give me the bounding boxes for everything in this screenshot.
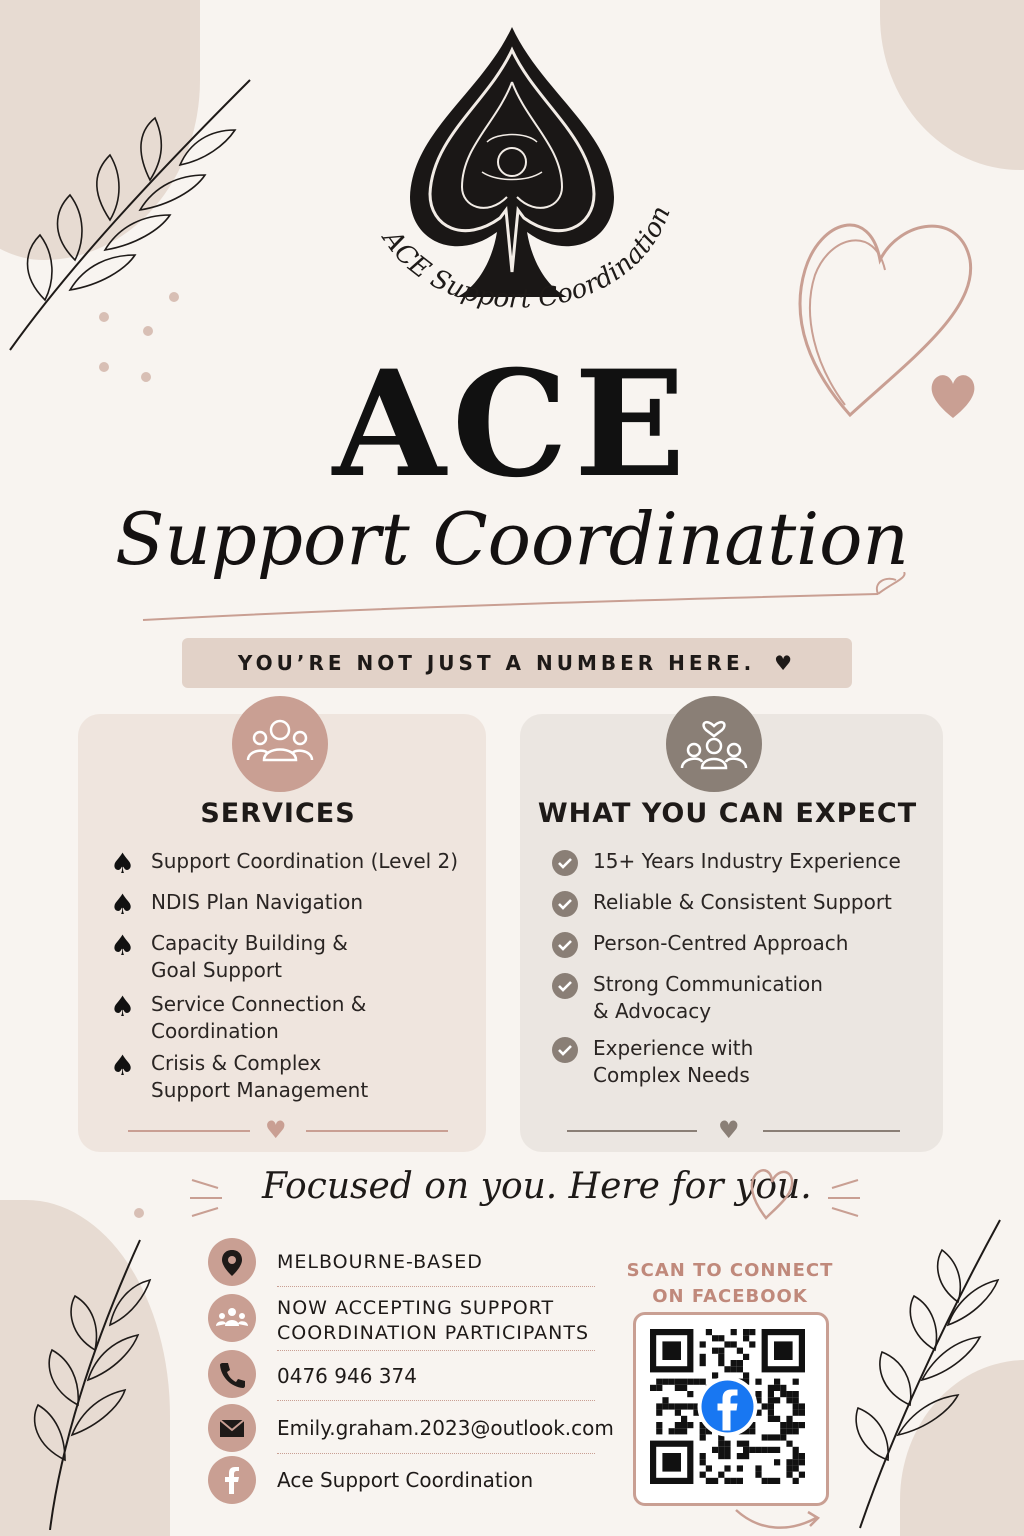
people-group-icon [232, 696, 328, 792]
contact-separator [277, 1453, 595, 1454]
list-item: Complex Needs [593, 1063, 750, 1087]
tagline-heart-icon: ♥ [774, 651, 797, 675]
contact-accepting-line1: NOW ACCEPTING SUPPORT [277, 1297, 555, 1319]
slogan-text: Focused on you. Here for you. [262, 1166, 812, 1207]
list-item: Support Management [151, 1078, 369, 1102]
services-divider-left [128, 1130, 250, 1132]
contact-phone[interactable]: 0476 946 374 [277, 1364, 417, 1388]
tagline [182, 638, 852, 688]
check-circle-icon [552, 973, 578, 1003]
spade-bullet-icon: ♠ [110, 847, 136, 880]
check-circle-icon [552, 1037, 578, 1067]
phone-icon [208, 1350, 256, 1398]
contact-separator [277, 1350, 595, 1351]
expect-divider-right [763, 1130, 900, 1132]
facebook-icon [208, 1456, 256, 1504]
qr-label-line2: ON FACEBOOK [652, 1286, 808, 1307]
slogan-dot [134, 1208, 144, 1218]
services-divider-heart-icon: ♥ [265, 1116, 287, 1144]
spade-bullet-icon: ♠ [110, 1049, 136, 1082]
contact-facebook[interactable]: Ace Support Coordination [277, 1468, 534, 1492]
check-circle-icon [552, 891, 578, 921]
leaf-branch-bottom-left-icon [20, 1230, 160, 1530]
spade-bullet-icon: ♠ [110, 929, 136, 962]
check-circle-icon [552, 850, 578, 880]
participants-group-icon [208, 1294, 256, 1342]
list-item: Reliable & Consistent Support [593, 890, 892, 914]
list-item: Coordination [151, 1019, 279, 1043]
contact-accepting-line2: COORDINATION PARTICIPANTS [277, 1322, 590, 1344]
list-item: 15+ Years Industry Experience [593, 849, 901, 873]
curved-arrow-icon [730, 1500, 830, 1536]
page-subtitle: Support Coordination [115, 497, 909, 581]
list-item: Service Connection & [151, 992, 367, 1016]
leaf-branch-bottom-right-icon [840, 1210, 1020, 1530]
spade-bullet-icon: ♠ [110, 888, 136, 921]
list-item: & Advocacy [593, 999, 712, 1023]
email-envelope-icon [208, 1404, 256, 1452]
list-item: Capacity Building & [151, 931, 348, 955]
location-pin-icon [208, 1238, 256, 1286]
bg-blob-top-right [880, 0, 1024, 170]
expect-divider-left [567, 1130, 697, 1132]
logo-arc-text [330, 150, 710, 370]
list-item: NDIS Plan Navigation [151, 890, 364, 914]
qr-label [610, 1258, 850, 1310]
services-title: SERVICES [200, 798, 356, 829]
contact-email[interactable]: Emily.graham.2023@outlook.com [277, 1416, 614, 1440]
list-item: Support Coordination (Level 2) [151, 849, 459, 873]
list-item: Strong Communication [593, 972, 823, 996]
list-item: Crisis & Complex [151, 1051, 322, 1075]
heart-people-icon [666, 696, 762, 792]
contact-location: MELBOURNE-BASED [277, 1251, 483, 1273]
check-circle-icon [552, 932, 578, 962]
qr-code-frame[interactable] [633, 1312, 829, 1506]
list-item: Goal Support [151, 958, 282, 982]
qr-label-line1: SCAN TO CONNECT [626, 1260, 834, 1281]
expect-title: WHAT YOU CAN EXPECT [537, 798, 918, 829]
spade-bullet-icon: ♠ [110, 990, 136, 1023]
services-divider-right [306, 1130, 448, 1132]
slogan-burst-left-icon [188, 1172, 238, 1222]
page-title: ACE [332, 339, 692, 510]
qr-code-icon[interactable] [636, 1315, 820, 1497]
slogan-heart-icon [748, 1162, 798, 1222]
contact-separator [277, 1400, 595, 1401]
tagline-text: YOU’RE NOT JUST A NUMBER HERE. [237, 651, 756, 675]
contact-separator [277, 1286, 595, 1287]
underline-swoosh-icon [138, 572, 918, 632]
list-item: Experience with [593, 1036, 754, 1060]
svg-text:ACE Support Coordination: ACE Support Coordination [376, 202, 677, 315]
list-item: Person-Centred Approach [593, 931, 849, 955]
expect-divider-heart-icon: ♥ [718, 1116, 740, 1144]
